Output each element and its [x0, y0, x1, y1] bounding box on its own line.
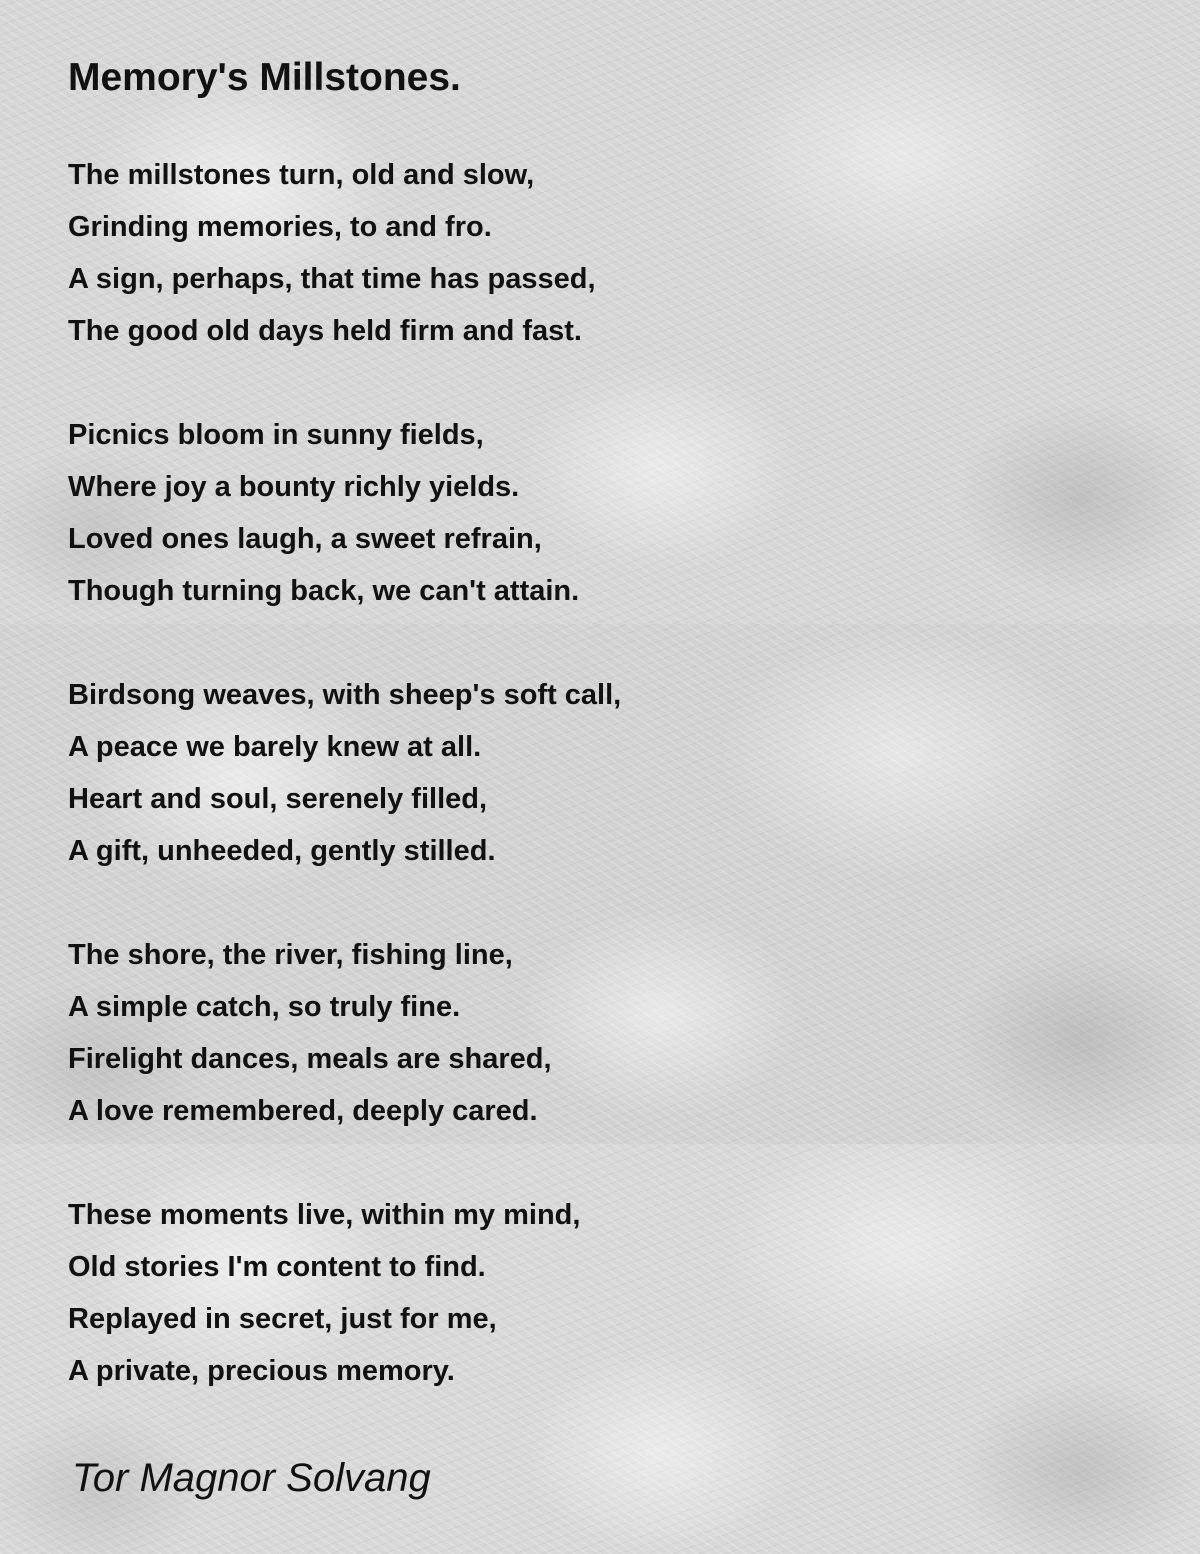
- poem-line: The good old days held firm and fast.: [68, 315, 582, 347]
- poem-line: A simple catch, so truly fine.: [68, 991, 461, 1023]
- stanza-3: [68, 669, 621, 877]
- stanza-5: [68, 1189, 580, 1397]
- poem-line: Picnics bloom in sunny fields,: [68, 419, 484, 451]
- poem-line: The millstones turn, old and slow,: [68, 159, 535, 191]
- poem-line: These moments live, within my mind,: [68, 1199, 581, 1231]
- poem-line: The shore, the river, fishing line,: [68, 939, 513, 971]
- poem-title: Memory's Millstones.: [68, 56, 461, 99]
- poem-line: A peace we barely knew at all.: [68, 731, 482, 763]
- stanza-4: [68, 929, 552, 1137]
- poem-line: Replayed in secret, just for me,: [68, 1303, 497, 1335]
- poem-line: Heart and soul, serenely filled,: [68, 783, 488, 815]
- poem-line: Where joy a bounty richly yields.: [68, 471, 520, 503]
- poem-line: Though turning back, we can't attain.: [68, 575, 580, 607]
- stanza-2: [68, 409, 579, 617]
- poem-author: Tor Magnor Solvang: [72, 1456, 431, 1500]
- poem-line: Grinding memories, to and fro.: [68, 211, 492, 243]
- stanza-1: [68, 149, 596, 357]
- poem-line: Old stories I'm content to find.: [68, 1251, 486, 1283]
- poem-line: Firelight dances, meals are shared,: [68, 1043, 552, 1075]
- poem-line: Birdsong weaves, with sheep's soft call,: [68, 679, 622, 711]
- poem-line: A private, precious memory.: [68, 1355, 455, 1387]
- poem-line: A gift, unheeded, gently stilled.: [68, 835, 496, 867]
- poem-line: A love remembered, deeply cared.: [68, 1095, 538, 1127]
- poem-line: A sign, perhaps, that time has passed,: [68, 263, 596, 295]
- poem-line: Loved ones laugh, a sweet refrain,: [68, 523, 542, 555]
